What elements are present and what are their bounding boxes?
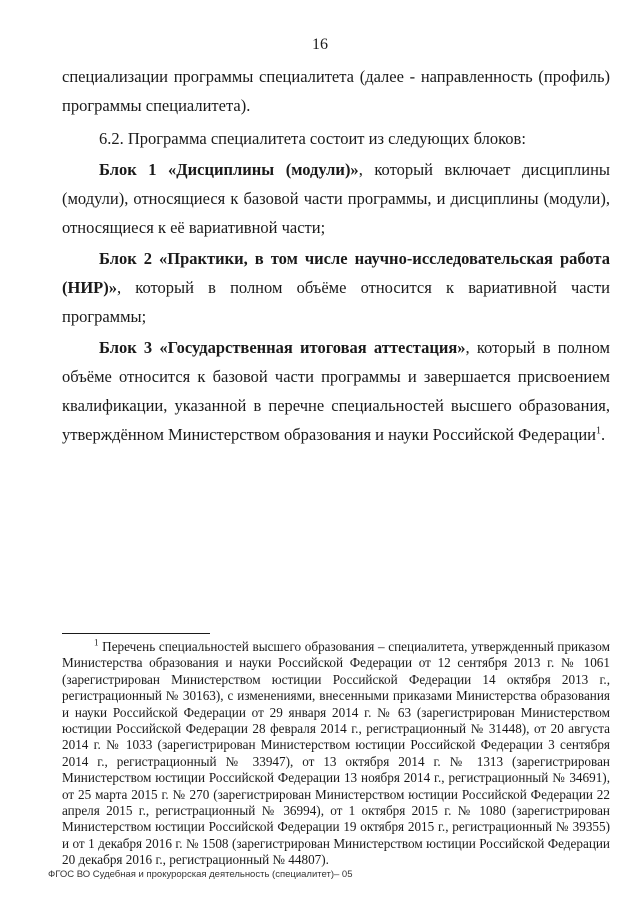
page-number: 16 (312, 36, 328, 53)
block-1-description: , который включает дисциплины (модули), относящиеся к базовой части программы, и дисциплины (модули), относящиеся к её вариативной части; (62, 160, 610, 237)
block-2-description: , который в полном объёме относится к вариативной части программы; (62, 278, 610, 326)
block-3-title: Блок 3 «Государственная итоговая аттестация» (99, 338, 466, 357)
footnote-text: Перечень специальностей высшего образования – специалитета, утвержденный приказом Министерства образования и науки Российской Федерации от 12 сентября 2013 г. № 1061 (зарегистрирован Министерством юстиции Российской Федерации 14 октября 2013 г., регистрационный № 30163), с изменениями, внесенными приказами Министерства образования и науки Российской Федерации от 29 января 2014 г. № 63 (зарегистрирован Министерством юстиции Российской Федерации 28 февраля 2014 г., регистрационный № 31448), от 20 августа 2014 г. № 1033 (зарегистрирован Министерством юстиции Российской Федерации 3 сентября 2014 г., регистрационный № 33947), от 13 октября 2014 г. № 1313 (зарегистрирован Министерством юстиции Российской Федерации 13 ноября 2014 г., регистрационный № 34691), от 25 марта 2015 г. № 270 (зарегистрирован Министерством юстиции Российской Федерации 22 апреля 2015 г., регистрационный № 36994), от 1 октября 2015 г. № 1080 (зарегистрирован Министерством юстиции Российской Федерации 19 октября 2015 г., регистрационный № 39355) и от 1 декабря 2016 г. № 1508 (зарегистрирован Министерством юстиции Российской Федерации 20 декабря 2016 г., регистрационный № 44807). (62, 639, 610, 868)
footnote-body (62, 639, 610, 869)
document-body (62, 62, 610, 449)
paragraph-block-3 (62, 333, 610, 449)
footnote-reference[interactable]: 1 (596, 425, 602, 437)
paragraph-blocks-intro (62, 124, 610, 153)
continuation-line-2: программы специалитета). (62, 96, 251, 115)
document-footer: ФГОС ВО Судебная и прокурорская деятельность (специалитет)– 05 (48, 869, 353, 880)
paragraph-block-1 (62, 155, 610, 242)
footnote-marker: 1 (94, 637, 99, 648)
paragraph-continuation (62, 62, 610, 91)
block-1-title: Блок 1 «Дисциплины (модули)» (99, 160, 359, 179)
block-3-end: . (601, 425, 606, 444)
continuation-line-1: специализации программы специалитета (далее - направленность (профиль) (62, 67, 610, 86)
block-3-description: , который в полном объёме относится к базовой части программы и завершается присвоением квалификации, указанной в перечне специальностей высшего образования, утверждённом Министерством образования и науки Российской Федерации (62, 338, 610, 444)
footnote-separator (62, 633, 210, 634)
block-2-title: Блок 2 «Практики, в том числе научно-исследовательская работа (НИР)» (62, 249, 610, 297)
blocks-intro-text: 6.2. Программа специалитета состоит из следующих блоков: (99, 129, 526, 148)
paragraph-continuation-end (62, 91, 610, 120)
footnote (62, 639, 610, 869)
paragraph-block-2 (62, 244, 610, 331)
